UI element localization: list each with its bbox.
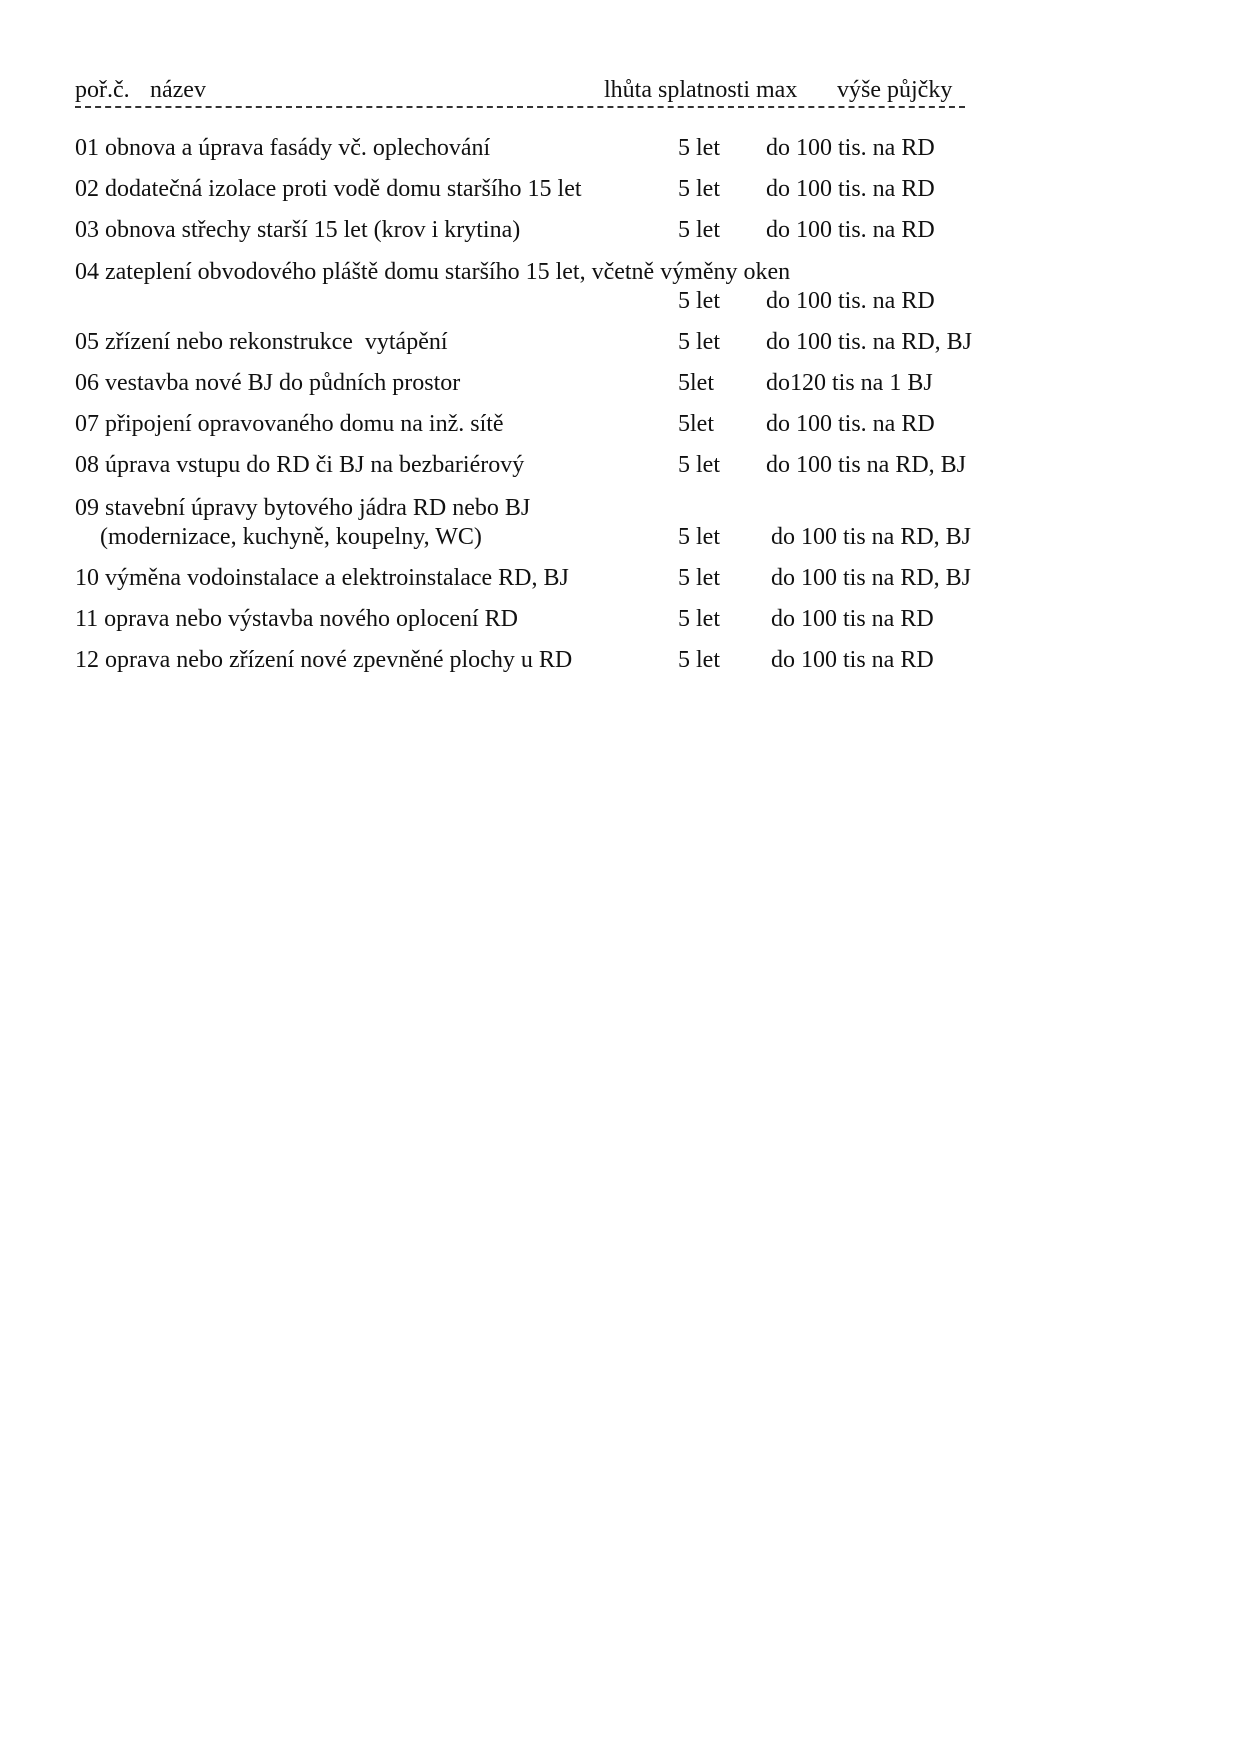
item-term: 5 let [678, 524, 720, 550]
item-term: 5 let [678, 135, 720, 161]
item-name: 09 stavební úpravy bytového jádra RD nebo BJ [75, 495, 531, 521]
item-term: 5let [678, 411, 714, 437]
item-amount: do 100 tis. na RD [766, 135, 935, 161]
header-amount-label: výše půjčky [837, 77, 953, 103]
header-term-label: lhůta splatnosti max [604, 77, 798, 103]
item-amount: do 100 tis na RD [771, 647, 934, 673]
item-amount: do 100 tis. na RD [766, 288, 935, 314]
item-name: 04 zateplení obvodového pláště domu staršího 15 let, včetně výměny oken [75, 259, 791, 285]
item-term: 5let [678, 370, 714, 396]
item-name: 02 dodatečná izolace proti vodě domu staršího 15 let [75, 176, 582, 202]
item-term: 5 let [678, 288, 720, 314]
item-amount: do120 tis na 1 BJ [766, 370, 933, 396]
item-name: 10 výměna vodoinstalace a elektroinstalace RD, BJ [75, 565, 569, 591]
header-number-label: poř.č. [75, 77, 130, 103]
item-amount: do 100 tis na RD, BJ [771, 524, 972, 550]
item-amount: do 100 tis na RD, BJ [766, 452, 967, 478]
item-name: 01 obnova a úprava fasády vč. oplechování [75, 135, 491, 161]
item-amount: do 100 tis. na RD [766, 176, 935, 202]
item-name: 06 vestavba nové BJ do půdních prostor [75, 370, 461, 396]
header-divider [75, 106, 965, 108]
item-term: 5 let [678, 217, 720, 243]
item-name: 08 úprava vstupu do RD či BJ na bezbariérový [75, 452, 525, 478]
item-amount: do 100 tis na RD [771, 606, 934, 632]
item-name: 05 zřízení nebo rekonstrukce vytápění [75, 329, 448, 355]
header-name-label: název [150, 77, 206, 103]
item-term: 5 let [678, 647, 720, 673]
item-term: 5 let [678, 329, 720, 355]
item-term: 5 let [678, 176, 720, 202]
item-amount: do 100 tis. na RD [766, 217, 935, 243]
item-amount: do 100 tis na RD, BJ [771, 565, 972, 591]
item-name-continuation: (modernizace, kuchyně, koupelny, WC) [100, 524, 482, 550]
item-term: 5 let [678, 606, 720, 632]
item-name: 03 obnova střechy starší 15 let (krov i krytina) [75, 217, 521, 243]
item-term: 5 let [678, 565, 720, 591]
item-name: 11 oprava nebo výstavba nového oplocení RD [75, 606, 519, 632]
item-term: 5 let [678, 452, 720, 478]
item-amount: do 100 tis. na RD, BJ [766, 329, 973, 355]
item-name: 12 oprava nebo zřízení nové zpevněné plochy u RD [75, 647, 573, 673]
item-amount: do 100 tis. na RD [766, 411, 935, 437]
item-name: 07 připojení opravovaného domu na inž. sítě [75, 411, 504, 437]
